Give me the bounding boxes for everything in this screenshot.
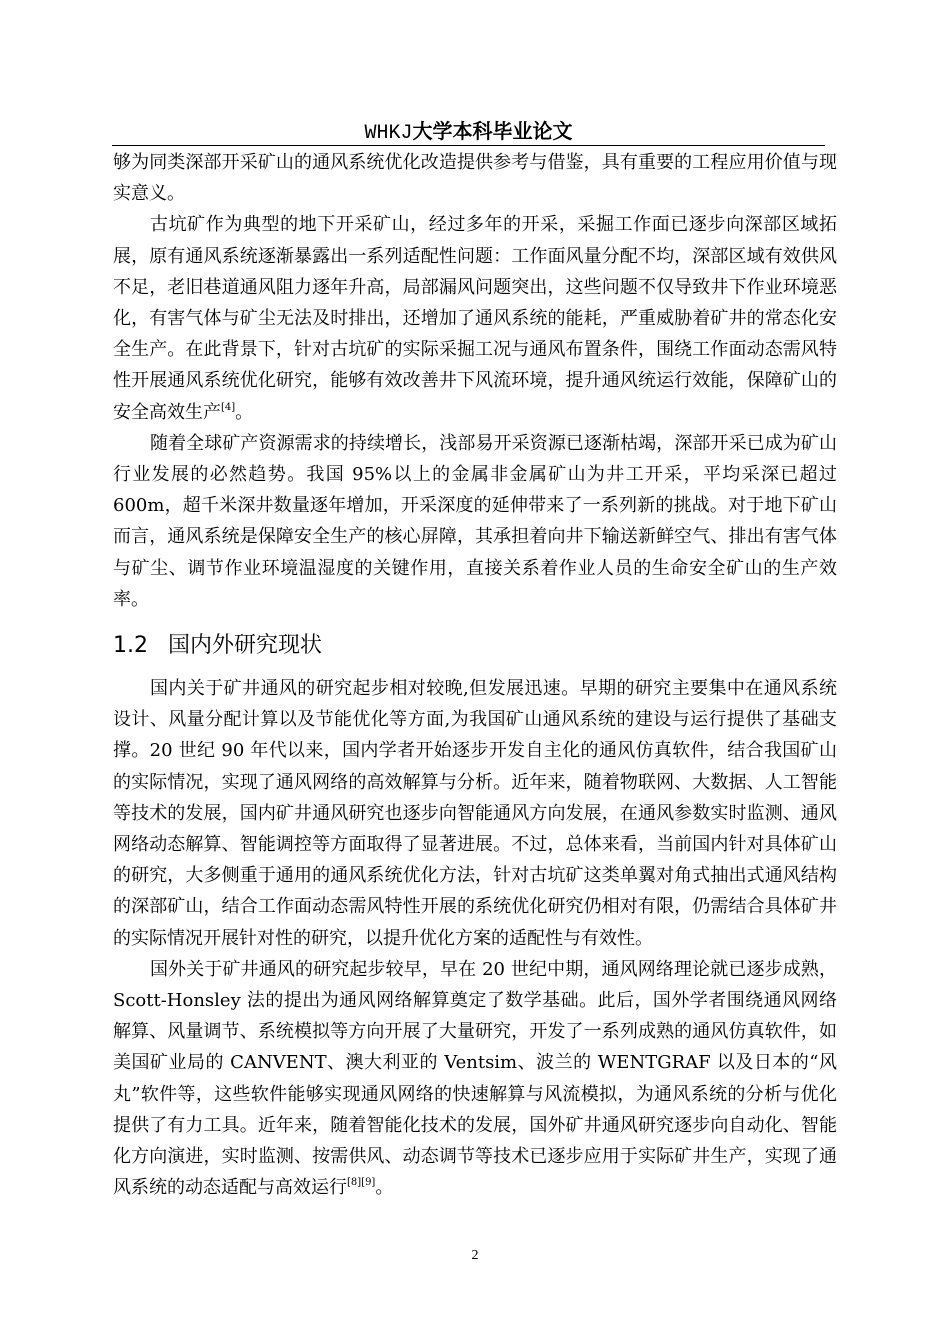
paragraph-text: 古坑矿作为典型的地下开采矿山，经过多年的开采，采掘工作面已逐步向深部区域拓展，原有通风系统逐渐暴露出一系列适配性问题：工作面风量分配不均，深部区域有效供风不足，老旧巷道通风阻力逐年升高，局部漏风问题突出，这些问题不仅导致井下作业环境恶化，有害气体与矿尘无法及时排出，还增加了通风系统的能耗，严重威胁着矿井的常态化安全生产。在此背景下，针对古坑矿的实际采掘工况与通风布置条件，围绕工作面动态需风特性开展通风系统优化研究，能够有效改善井下风流环境，提升通风统运行效能，保障矿山的安全高效生产: [113, 214, 837, 423]
paragraph-domestic-research: 国内关于矿井通风的研究起步相对较晚,但发展迅速。早期的研究主要集中在通风系统设计、风量分配计算以及节能优化等方面,为我国矿山通风系统的建设与运行提供了基础支撑。20 世纪 90 年代以来，国内学者开始逐步开发自主化的通风仿真软件，结合我国矿山的实际情况，实现了通风网络的高效解算与分析。近年来，随着物联网、大数据、人工智能等技术的发展，国内矿井通风研究也逐步向智能通风方向发展，在通风参数实时监测、通风网络动态解算、智能调控等方面取得了显著进展。不过，总体来看，当前国内针对具体矿山的研究，大多侧重于通用的通风系统优化方法，针对古坑矿这类单翼对角式抽出式通风结构的深部矿山，结合工作面动态需风特性开展的系统优化研究仍相对有限，仍需结合具体矿井的实际情况开展针对性的研究，以提升优化方案的适配性与有效性。: [113, 678, 837, 949]
paragraph-end: 。: [235, 401, 254, 423]
paragraph-continued: 够为同类深部开采矿山的通风系统优化改造提供参考与借鉴，具有重要的工程应用价值与现实意义。: [113, 152, 837, 205]
section-number: 1.2: [113, 633, 148, 659]
paragraph-gukeng-background: [113, 209, 837, 427]
section-heading: [113, 629, 837, 663]
citation-ref: [4]: [221, 401, 236, 413]
paragraph-end: 。: [375, 1177, 394, 1199]
document-body: [113, 147, 837, 1204]
page-header: [112, 117, 825, 146]
paragraph-foreign-research: [113, 954, 837, 1204]
section-title: 国内外研究现状: [168, 633, 323, 659]
citation-ref: [8][9]: [347, 1177, 376, 1189]
header-latin: WHKJ: [364, 122, 413, 145]
paragraph-deep-mining: 随着全球矿产资源需求的持续增长，浅部易开采资源已逐渐枯竭，深部开采已成为矿山行业发展的必然趋势。我国 95%以上的金属非金属矿山为井工开采，平均采深已超过 600m，超千米深井数量逐年增加，开采深度的延伸带来了一系列新的挑战。对于地下矿山而言，通风系统是保障安全生产的核心屏障，其承担着向井下输送新鲜空气、排出有害气体与矿尘、调节作业环境温湿度的关键作用，直接关系着作业人员的生命安全矿山的生产效率。: [113, 432, 837, 610]
header-title: 大学本科毕业论文: [412, 119, 573, 143]
page-number: 2: [471, 1248, 479, 1263]
paragraph-text: 国外关于矿井通风的研究起步较早，早在 20 世纪中期，通风网络理论就已逐步成熟，Scott-Honsley 法的提出为通风网络解算奠定了数学基础。此后，国外学者围绕通风网络解算、风量调节、系统模拟等方向开展了大量研究，开发了一系列成熟的通风仿真软件，如美国矿业局的 CANVENT、澳大利亚的 Ventsim、波兰的 WENTGRAF 以及日本的“风丸”软件等，这些软件能够实现通风网络的快速解算与风流模拟，为通风系统的分析与优化提供了有力工具。近年来，随着智能化技术的发展，国外矿井通风研究逐步向自动化、智能化方向演进，实时监测、按需供风、动态调节等技术已逐步应用于实际矿井生产，实现了通风系统的动态适配与高效运行: [113, 958, 837, 1199]
